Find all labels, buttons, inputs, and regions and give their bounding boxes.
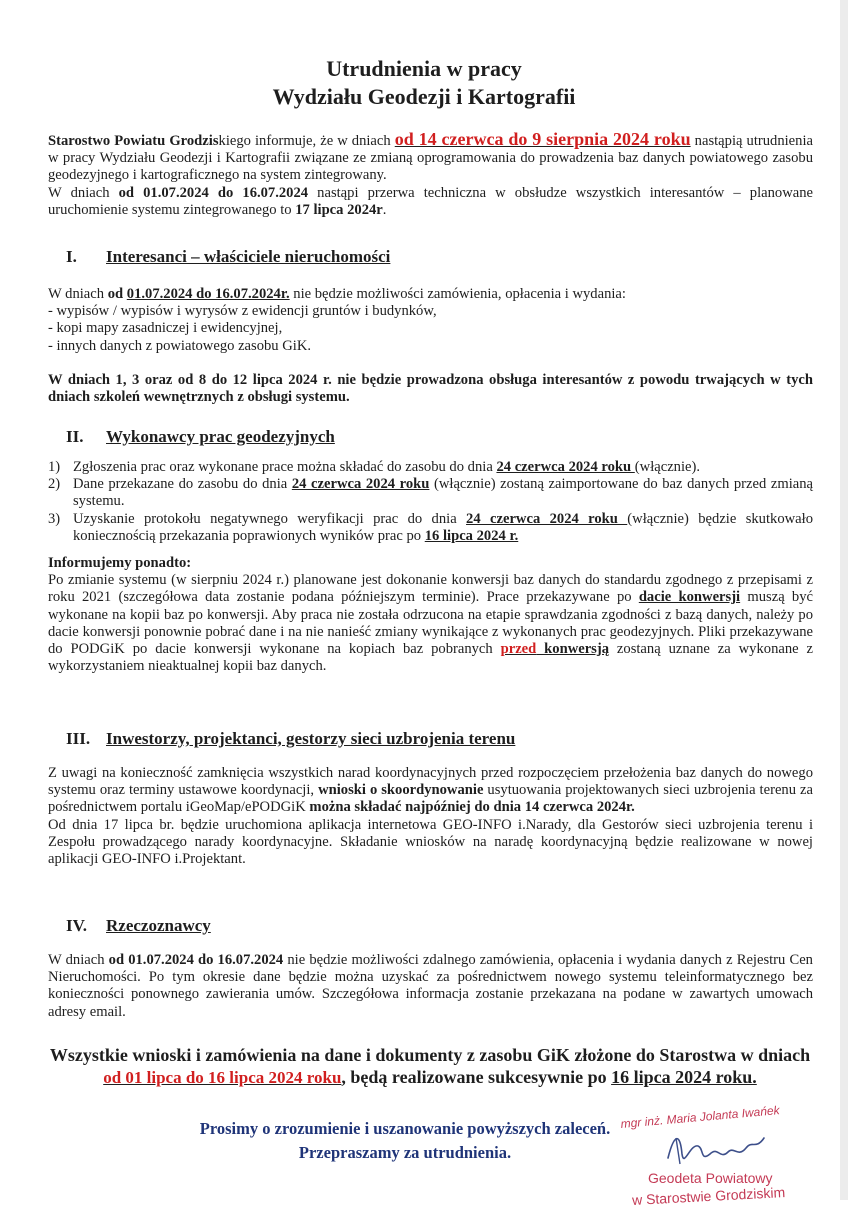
stamp-title: Geodeta Powiatowy <box>648 1170 773 1186</box>
stamp-signatory-name: mgr inż. Maria Jolanta Iwańek <box>620 1103 781 1131</box>
section-4-paragraph <box>48 952 813 1021</box>
list-item: - innych danych z powiatowego zasobu GiK. <box>48 337 312 354</box>
section-4-heading <box>66 916 211 936</box>
list-item-date-2: 16 lipca 2024 r. <box>424 527 519 544</box>
list-item <box>48 476 813 510</box>
intro-issuer: Starostwo Powiatu Grodzis <box>48 133 219 149</box>
list-item-number: 1) <box>48 459 61 475</box>
intro-paragraph-1 <box>48 131 813 185</box>
list-item: - kopi mapy zasadniczej i ewidencyjnej, <box>48 320 283 337</box>
list-item-text-end: (włącznie) zostaną zaimportowane do baz danych przed zmianą systemu. <box>73 476 813 510</box>
section-4-text: W dniach <box>48 952 109 968</box>
info-heading: Informujemy ponadto: <box>48 555 192 571</box>
section-1-od: od <box>107 286 127 302</box>
final-notice-text-b: , będą realizowane sukcesywnie po <box>341 1067 612 1087</box>
section-1-dates: 01.07.2024 do 16.07.2024r. <box>126 286 290 302</box>
section-3-text: Z uwagi na konieczność zamknięcia wszystkich narad koordynacyjnych przed rozpoczęciem przełożenia baz danych do nowego systemu oraz terminy ustawowe koordynacji, <box>48 765 813 799</box>
stamp-office: w Starostwie Grodziskim <box>631 1184 786 1209</box>
list-item-date: 24 czerwca 2024 roku <box>291 476 430 493</box>
intro-p2-end: . <box>382 201 387 218</box>
section-2-info-block <box>48 555 813 675</box>
section-2-heading <box>66 427 335 447</box>
list-item-number: 2) <box>48 476 61 493</box>
list-item-number: 3) <box>48 510 61 527</box>
conversion-term: konwersją <box>536 641 610 658</box>
list-item-date: 24 czerwca 2024 roku <box>466 510 628 527</box>
handwritten-signature <box>660 1124 770 1172</box>
conversion-date-term: dacie konwersji <box>638 589 741 606</box>
intro-dates: od 14 czerwca do 9 sierpnia 2024 roku <box>394 129 691 149</box>
intro-p2-text: W dniach <box>48 184 119 201</box>
section-1-training-note: W dniach 1, 3 oraz od 8 do 12 lipca 2024 r. nie będzie prowadzona obsługa interesantów z powodu trwających w tych dniach szkoleń wewnętrznych z obsługi systemu. <box>48 372 813 406</box>
section-3-text-b: usytuowania projektowanych sieci uzbrojenia terenu za pośrednictwem portalu iGeoMap/ePODGiK <box>48 782 813 816</box>
section-3-number: III. <box>66 729 91 748</box>
intro-block <box>48 131 813 219</box>
intro-break-dates: od 01.07.2024 do 16.07.2024 <box>118 184 309 201</box>
intro-text-continued: nastąpią utrudnienia w pracy Wydziału Geodezji i Kartografii związane ze zmianą oprogramowania do prowadzenia baz danych powiatowego zasobu geodezyjnego i kartograficznego na system zintegrowany. <box>48 133 813 184</box>
section-4-number: IV. <box>66 916 87 935</box>
before-term: przed <box>500 641 537 658</box>
section-2-list <box>48 459 813 545</box>
list-item-text: Dane przekazane do zasobu do dnia <box>73 476 292 493</box>
intro-paragraph-2 <box>48 185 813 219</box>
section-4-dates: od 01.07.2024 do 16.07.2024 <box>108 952 284 968</box>
section-1-text: W dniach <box>48 286 108 302</box>
intro-launch-date: 17 lipca 2024r <box>295 201 383 218</box>
section-2-title: Wykonawcy prac geodezyjnych <box>106 427 335 446</box>
list-item-text: Zgłoszenia prac oraz wykonane prace można składać do zasobu do dnia <box>73 459 497 475</box>
section-3-body <box>48 765 813 868</box>
section-1-number: I. <box>66 247 77 266</box>
section-4-title: Rzeczoznawcy <box>106 916 211 935</box>
closing-apology: Przepraszamy za utrudnienia. <box>298 1143 512 1162</box>
closing-request: Prosimy o zrozumienie i uszanowanie powyższych zaleceń. <box>199 1119 611 1138</box>
section-1-text-b: nie będzie możliwości zamówienia, opłacenia i wydania: <box>289 286 626 302</box>
final-notice-text: Wszystkie wnioski i zamówienia na dane i dokumenty z zasobu GiK złożone do Starostwa w dniach <box>49 1045 811 1065</box>
list-item: - wypisów / wypisów i wyrysów z ewidencji gruntów i budynków, <box>48 303 437 320</box>
intro-p2-text-b: nastąpi przerwa techniczna w obsłudze wszystkich interesantów – planowane uruchomienie systemu zintegrowanego to <box>48 184 813 218</box>
document-title-line1: Utrudnienia w pracy <box>326 56 522 81</box>
final-notice-date: 16 lipca 2024 roku. <box>611 1067 757 1087</box>
section-4-body <box>48 952 813 1021</box>
section-1-heading <box>66 247 391 267</box>
list-item-text-end: (włącznie). <box>634 459 701 475</box>
section-3-title: Inwestorzy, projektanci, gestorzy sieci uzbrojenia terenu <box>106 729 516 748</box>
document-title-line2: Wydziału Geodezji i Kartografii <box>272 84 576 109</box>
final-notice <box>40 1044 820 1089</box>
list-item-text-end: (włącznie) będzie skutkowało koniecznością przekazania poprawionych wyników prac po <box>73 510 813 544</box>
section-1-title: Interesanci – właściciele nieruchomości <box>106 247 391 266</box>
final-notice-dates: od 01 lipca do 16 lipca 2024 roku <box>103 1068 342 1087</box>
section-2-paragraph <box>48 572 813 675</box>
intro-text: kiego informuje, że w dniach <box>218 133 395 149</box>
list-item <box>48 459 813 476</box>
section-3-paragraph-2: Od dnia 17 lipca br. będzie uruchomiona aplikacja internetowa GEO-INFO i.Narady, dla Gestorów sieci uzbrojenia terenu i Zespołu prowadzącego narady koordynacyjne. Składanie wniosków na naradę koordynacyjną będzie realizowane w nowej aplikacji GEO-INFO i.Projektant. <box>48 816 813 868</box>
section-3-heading <box>66 729 516 749</box>
section-1-paragraph <box>48 286 813 303</box>
scan-edge <box>840 0 848 1200</box>
section-3-deadline: można składać najpóźniej do dnia 14 czerwca 2024r. <box>309 799 635 816</box>
section-3-bold: wnioski o skoordynowanie <box>318 782 484 799</box>
section-3-paragraph-1 <box>48 765 813 817</box>
section-2-text-b: muszą być wykonane na kopii baz po konwersji. Aby praca nie została odrzucona na etapie sprawdzania zgodności z bazą danych, należy po dacie konwersji ponownie pobrać dane i na nie nanieść zmiany wynikające z wykonanych prac geodezyjnych. Pliki przekazywane do PODGiK po dacie konwersji wykonane na kopiach baz pobranych <box>48 589 813 658</box>
list-item-date: 24 czerwca 2024 roku <box>496 459 635 475</box>
section-2-number: II. <box>66 427 84 446</box>
section-2-text-c: zostaną uznane za wykonane z wykorzystaniem nieaktualnej kopii baz danych. <box>48 641 813 675</box>
section-2-text: Po zmianie systemu (w sierpniu 2024 r.) planowane jest dokonanie konwersji baz danych do standardu zgodnego z przepisami z roku 2021 (szczegółowa data zostanie podana późniejszym terminie). Prace przekazywane po <box>48 572 813 606</box>
list-item-text: Uzyskanie protokołu negatywnego weryfikacji prac do dnia <box>73 510 467 527</box>
section-4-text-b: nie będzie możliwości zdalnego zamówienia, opłacenia i wydania danych z Rejestru Cen Nieruchomości. Po tym okresie dane będzie można uzyskać za pośrednictwem nowego systemu teleinformatycznego bez konieczności ponownego zawierania umów. Szczegółowa informacja zostanie przekazana na podane w zawartych umowach adresy email. <box>48 952 813 1020</box>
section-1-body <box>48 286 813 355</box>
official-stamp <box>620 1103 820 1209</box>
list-item <box>48 511 813 545</box>
